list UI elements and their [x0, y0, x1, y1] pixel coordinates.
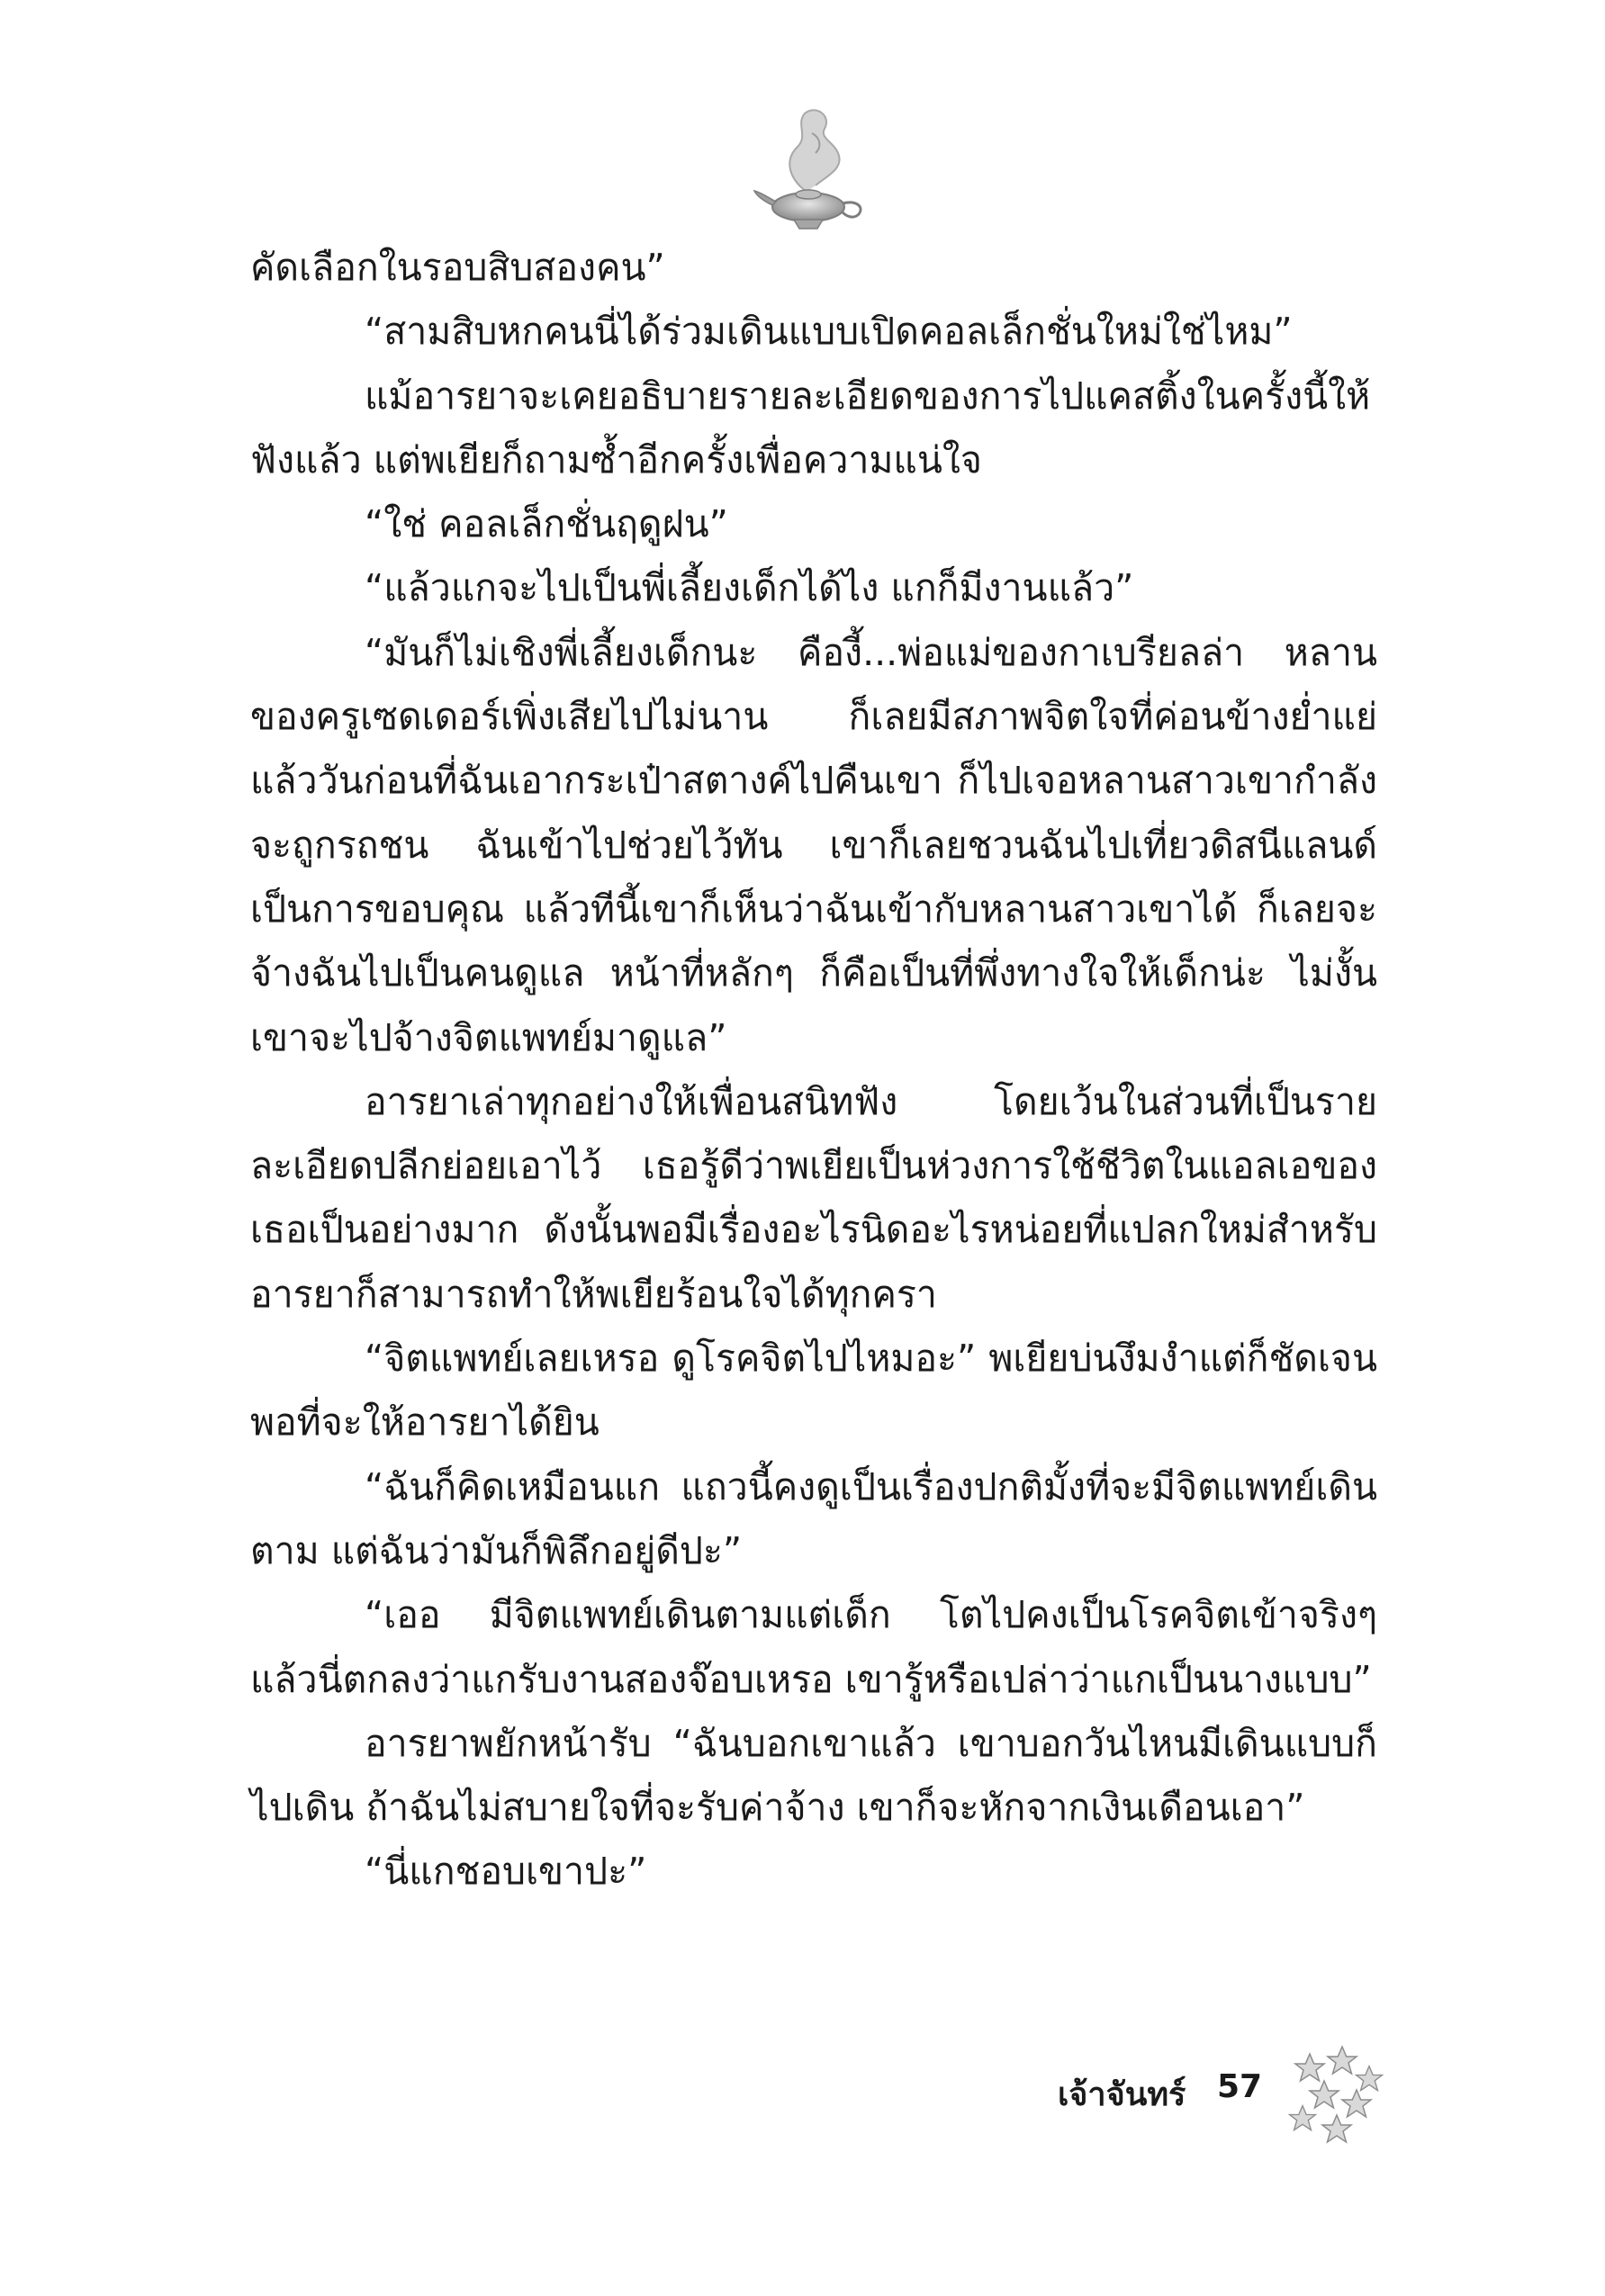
- paragraph: อารยาเล่าทุกอย่างให้เพื่อนสนิทฟัง โดยเว้นในส่วนที่เป็นรายละเอียดปลีกย่อยเอาไว้ เธอรู้ดีว่าพเยียเป็นห่วงการใช้ชีวิตในแอลเอของเธอเป็นอย่างมาก ดังนั้นพอมีเรื่องอะไรนิดอะไรหน่อยที่แปลกใหม่สำหรับอารยาก็สามารถทำให้พเยียร้อนใจได้ทุกครา: [250, 1079, 1377, 1316]
- genie-lamp-icon: [753, 106, 870, 241]
- paragraph: “ฉันก็คิดเหมือนแก แถวนี้คงดูเป็นเรื่องปกติมั้งที่จะมีจิตแพทย์เดินตาม แต่ฉันว่ามันก็พิลึกอยู่ดีปะ”: [250, 1464, 1377, 1572]
- paragraph: “จิตแพทย์เลยเหรอ ดูโรคจิตไปไหมอะ” พเยียบ่นงึมงำแต่ก็ชัดเจนพอที่จะให้อารยาได้ยิน: [250, 1337, 1377, 1445]
- running-title: เจ้าจันทร์: [1058, 2076, 1186, 2113]
- paragraph: “เออ มีจิตแพทย์เดินตามแต่เด็ก โตไปคงเป็นโรคจิตเข้าจริงๆ แล้วนี่ตกลงว่าแกรับงานสองจ๊อบเหรอ เขารู้หรือเปล่าว่าแกเป็นนางแบบ”: [250, 1593, 1377, 1701]
- page-number: 57: [1217, 2068, 1263, 2105]
- paragraph: “แล้วแกจะไปเป็นพี่เลี้ยงเด็กได้ไง แกก็มีงานแล้ว”: [365, 566, 1134, 610]
- stars-cluster-icon: [1283, 2043, 1391, 2151]
- paragraph: คัดเลือกในรอบสิบสองคน”: [250, 246, 665, 289]
- paragraph: “ใช่ คอลเล็กชั่นฤดูฝน”: [365, 502, 728, 546]
- body-text: [250, 236, 1377, 1904]
- paragraph: อารยาพยักหน้ารับ “ฉันบอกเขาแล้ว เขาบอกวันไหนมีเดินแบบก็ไปเดิน ถ้าฉันไม่สบายใจที่จะรับค่าจ้าง เขาก็จะหักจากเงินเดือนเอา”: [250, 1721, 1377, 1830]
- page-footer: [0, 2043, 1605, 2160]
- paragraph: แม้อารยาจะเคยอธิบายรายละเอียดของการไปแคสติ้งในครั้งนี้ให้ฟังแล้ว แต่พเยียก็ถามซ้ำอีกครั้งเพื่อความแน่ใจ: [250, 374, 1371, 482]
- paragraph: “นี่แกชอบเขาปะ”: [365, 1850, 647, 1894]
- paragraph: “สามสิบหกคนนี่ได้ร่วมเดินแบบเปิดคอลเล็กชั่นใหม่ใช่ไหม”: [365, 310, 1293, 354]
- paragraph: “มันก็ไม่เชิงพี่เลี้ยงเด็กนะ คืองี้...พ่อแม่ของกาเบรียลล่า หลานของครูเซดเดอร์เพิ่งเสียไปไม่นาน ก็เลยมีสภาพจิตใจที่ค่อนข้างย่ำแย่ แล้ววันก่อนที่ฉันเอากระเป๋าสตางค์ไปคืนเขา ก็ไปเจอหลานสาวเขากำลังจะถูกรถชน ฉันเข้าไปช่วยไว้ทัน เขาก็เลยชวนฉันไปเที่ยวดิสนีแลนด์เป็นการขอบคุณ แล้วทีนี้เขาก็เห็นว่าฉันเข้ากับหลานสาวเขาได้ ก็เลยจะจ้างฉันไปเป็นคนดูแล หน้าที่หลักๆ ก็คือเป็นที่พึ่งทางใจให้เด็กน่ะ ไม่งั้นเขาจะไปจ้างจิตแพทย์มาดูแล”: [250, 630, 1377, 1059]
